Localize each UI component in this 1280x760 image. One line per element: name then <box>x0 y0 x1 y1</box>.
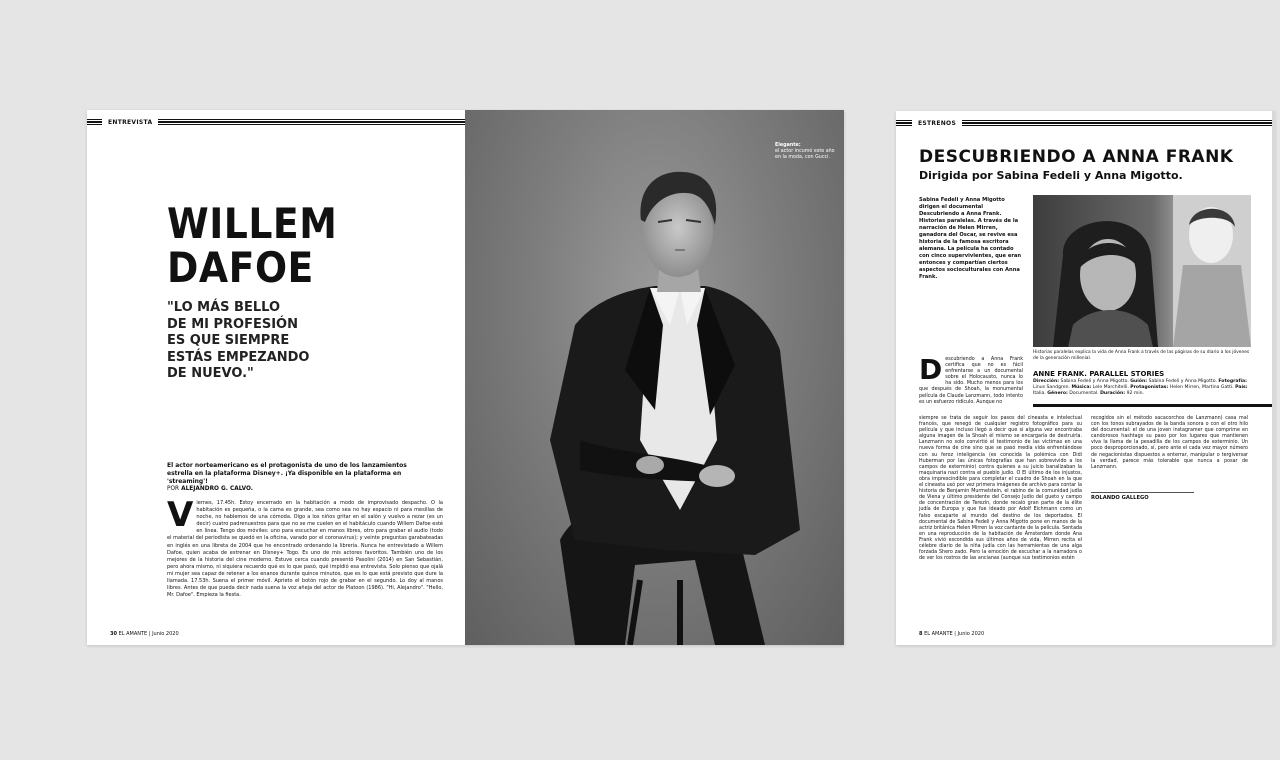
headline-line: WILLEM <box>167 199 338 248</box>
factbox-value: Helen Mirren, Martina Gatti. <box>1169 385 1234 390</box>
factbox-label: País: <box>1235 385 1248 390</box>
photo-caption-body: el actor incumó este año en la moda, con Gucci. <box>775 149 835 160</box>
factbox-value: Sabina Fedeli y Anna Migotto. <box>1060 379 1129 384</box>
pullquote-line: DE NUEVO." <box>167 366 254 381</box>
header-rule <box>87 119 102 125</box>
pullquote-line: ES QUE SIEMPRE <box>167 333 290 348</box>
byline-prefix: POR <box>167 486 180 492</box>
review-signature: ROLANDO GALLEGO <box>1091 495 1149 501</box>
film-still-photo <box>1033 195 1251 347</box>
review-body-column: siempre se trata de seguir los pasos del cineasta e intelectual francés, que renegó de cualquier registro fotográfico para su película y que incluso llegó a decir que si alguna vez encontraba alguna imagen de la Shoah él mismo se encargaría de destruirla. Lanzmann no solo convirtió el testimonio de las víctimas en una nueva forma de cine sino que se pasó media vida enfrentándose con su feroz inteligencia (es conocida la polémica con Didi Huberman por las únicas fotografías que han sobrevivido a los campos de exterminio) contra quienes a su juicio banalizaban la maquinaria nazi contra el pueblo judío. O El último de los injustos, obra imprescindible para completar el cuadro de Shoah en la que el cineasta usó por vez primera imágenes de archivo para contar la historia de Benjamin Murmelstein, el rabino de la comunidad judía de Viena y último presidente del Consejo Judío del gueto y campo de concentración de Terezín, donde recaló gran parte de la élite judía de Europa y que fue ideado por Adolf Eichmann como un falso escaparte al mundo del destino de los deportados. El documental de Sabina Fedeli y Anna Migotto pone en manos de la actriz británica Helen Mirren la voz cantante de la película. Sentada en una reproducción de la habitación de Ámsterdam donde Ana Frank vivió escondida sus últimos años de vida, Mirren recita el célebre diario de la niña judía con las herramientas de una alga forzada Shero zado. Pero la emoción de escuchar a la narradora o de ver los rostros de las ancianas (aunque sus testimonios estén <box>919 416 1082 562</box>
review-body-column <box>919 353 1023 406</box>
factbox-label: Música: <box>1071 385 1092 390</box>
section-header <box>87 118 465 126</box>
header-rule <box>962 120 1272 126</box>
factbox-value: Linus Sandgren. <box>1033 385 1070 390</box>
film-still-illustration <box>1033 195 1251 347</box>
factbox-value: Italia. <box>1033 391 1046 396</box>
drop-cap: D <box>919 353 943 386</box>
pullquote <box>167 300 337 383</box>
drop-cap: V <box>167 495 194 535</box>
byline-name: ALEJANDRO G. CALVO. <box>181 486 253 492</box>
folio-text: EL AMANTE | Junio 2020 <box>924 631 985 637</box>
factbox-label: Fotografía: <box>1218 379 1247 384</box>
portrait-photo <box>465 110 844 645</box>
pullquote-line: DE MI PROFESIÓN <box>167 316 298 332</box>
page-edge <box>1272 111 1275 645</box>
header-rule <box>158 119 465 125</box>
factbox-label: Protagonistas: <box>1130 385 1169 390</box>
section-header <box>896 119 1272 127</box>
interview-spread <box>87 110 844 645</box>
headline <box>167 199 338 292</box>
factbox-value: Documental. <box>1069 391 1099 396</box>
review-title: DESCUBRIENDO A ANNA FRANK <box>919 147 1234 167</box>
pullquote-line: "LO MÁS BELLO <box>167 300 281 315</box>
factbox-title: ANNE FRANK. PARALLEL STORIES <box>1033 370 1165 378</box>
factbox-value: Lele Marchitelli. <box>1092 385 1129 390</box>
review-body-column: recogidos sin el método sacacorchos de Lanzmann) casa mal con los tonos subrayados de la banda sonora o con el otro hilo del documental: el de una joven instagramer que comprime en candorosos hashtags su paso por los lugares que mantienen viva la llama de la pesadilla de los campos de exterminio. Un poco desproporcionado, sí, pero ante el cada vez mayor número de negacionistas dispuestos a enterrar, manipular o tergiversar la verdad, parece más tolerable que nunca a posar de Lanzmann. <box>1091 416 1248 470</box>
photo-caption <box>775 143 835 161</box>
review-intro: Sabina Fedeli y Anna Migotto dirigen el documental Descubriendo a Anna Frank. Historias paralelas. A través de la narración de Helen Mirren, ganadora del Oscar, se revive esa historia de la famosa escritora alemana. La película ha contado con cinco supervivientes, que eran entonces y compartían ciertos aspectos socioculturales con Anna Frank. <box>919 197 1022 280</box>
headline-line: DAFOE <box>167 243 314 292</box>
folio-number: 30 <box>110 631 117 637</box>
folio-number: 8 <box>919 631 923 637</box>
body-text: escubriendo a Anna Frank certifica que no es fácil enfrentarse a un documental sobre el Holocausto, nunca lo ha sido. Mucho menos para los que después de Shoah, la monumental película de Claude Lanzmann, todo intento es un esfuerzo ridículo. Aunque no <box>919 357 1023 405</box>
factbox-label: Duración: <box>1100 391 1126 396</box>
byline <box>167 486 253 492</box>
photo-caption-title: Elegante: <box>775 143 801 148</box>
review-subtitle: Dirigida por Sabina Fedeli y Anna Migotto. <box>919 169 1183 182</box>
header-rule <box>896 120 912 126</box>
factbox-value: Sabina Fedeli y Anna Migotto. <box>1148 379 1217 384</box>
folio <box>110 631 179 637</box>
factbox-value: 92 min. <box>1126 391 1145 396</box>
factbox-rule <box>1033 404 1275 407</box>
photo-caption: Historias paralelas explica la vida de Anna Frank a través de las páginas de su diario a los jóvenes de la generación millenial. <box>1033 350 1250 361</box>
factbox-label: Género: <box>1047 391 1068 396</box>
factbox-label: Guión: <box>1130 379 1148 384</box>
article-body <box>167 495 443 599</box>
review-page <box>896 111 1275 645</box>
folio-text: EL AMANTE | Junio 2020 <box>118 631 179 637</box>
portrait-illustration <box>465 110 844 645</box>
factbox-label: Dirección: <box>1033 379 1060 384</box>
pullquote-line: ESTÁS EMPEZANDO <box>167 349 310 365</box>
article-dek: El actor norteamericano es el protagonista de uno de los lanzamientos estrella en la plataforma Disney+. ¡Ya disponible en la plataforma en 'streaming'! <box>167 462 407 485</box>
factbox <box>1033 379 1251 397</box>
body-text: iernes, 17.45h. Estoy encerrado en la habitación a modo de improvisado despacho. O la habitación es pequeña, o la cama es grande, sea como sea no hay espacio ni para mesillas de noche, no hablemos de una cómoda. Oigo a los niños gritar en el salón y vuelvo a rezar (es un decir) cuatro padrenuestros para que no se me cuelen en el habitáculo cuando Willem Dafoe esté en línea. Tengo dos móviles: uno para escuchar en manos libres, otro para grabar el audio (todo el material del periodista se quedó en la oficina, varado por el coronavirus); y veinte preguntas garabateadas en inglés en una libreta de 2004 que he encontrado ordenando la librería. Nunca he entrevistado a Willem Dafoe, quien acaba de estrenar en Disney+ Togo. Es uno de mis actores favoritos. También uno de los mejores de la historia del cine moderno. Estuve cerca cuando presentó Pasolini (2014) en San Sebastián, pero ahora mismo, ni siquiera recuerdo qué es lo que pasó, qué impidió esa entrevista. Solo pienso que ojalá mi mujer sea capaz de retener a los enanos durante quince minutos, que es lo que está previsto que dure la llamada. 17.53h. Suena el primer móvil. Aprieto el botón rojo de grabar en el segundo. Lo doy al manos libres. Antes de que pueda decir nada suena la voz añeja del actor de Platoon (1986). "Hi, Alejandro". "Hello, Mr. Dafoe". Empieza la fiesta. <box>167 500 443 599</box>
signature-rule <box>1091 492 1194 493</box>
section-label: ESTRENOS <box>918 119 957 127</box>
section-label: ENTREVISTA <box>108 118 153 126</box>
folio <box>919 631 984 637</box>
